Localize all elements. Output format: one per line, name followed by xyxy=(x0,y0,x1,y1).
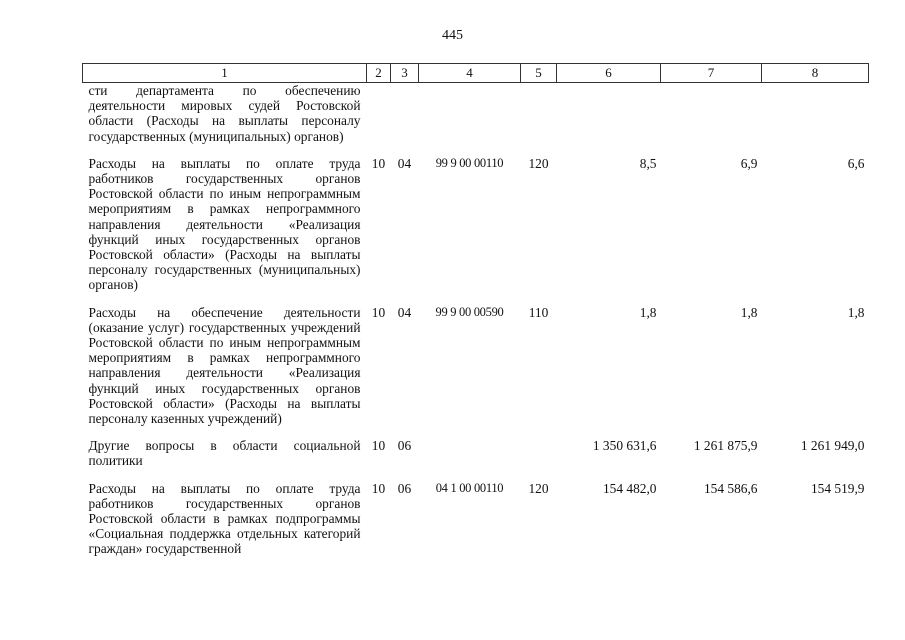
table-row xyxy=(83,293,869,427)
row-value-col6: 154 482,0 xyxy=(602,480,657,496)
table-row xyxy=(83,144,869,293)
row-value-col6: 1 350 631,6 xyxy=(592,438,657,454)
row-value-col8 xyxy=(762,83,869,144)
row-section: 10 xyxy=(371,438,386,454)
budget-table xyxy=(82,63,869,557)
row-value-col7: 1,8 xyxy=(740,304,758,320)
row-target-code: 04 1 00 00110 xyxy=(435,480,504,495)
row-description: Расходы на выплаты по оплате труда работников государственных органов Ростовской области по иным непрограммным мероприятиям в рамках непрограммного направления деятельности «Реализация функций иных государственных органов Ростовской области» (Расходы на выплаты персоналу государственных (муниципальных) органов) xyxy=(88,155,361,293)
row-target-code: 99 9 00 00590 xyxy=(435,304,504,319)
row-target-code: 99 9 00 00110 xyxy=(435,155,504,170)
row-target-code xyxy=(419,426,521,468)
row-description: Расходы на выплаты по оплате труда работников государственных органов Ростовской области в рамках подпрограммы «Социальная поддержка отдельных категорий граждан» государственной xyxy=(88,480,361,557)
table-row xyxy=(83,426,869,468)
row-value-col8: 154 519,9 xyxy=(810,480,865,496)
row-value-col7: 1 261 875,9 xyxy=(693,438,758,454)
row-value-col8: 1,8 xyxy=(847,304,865,320)
row-subsection: 04 xyxy=(397,304,412,320)
row-value-col8: 6,6 xyxy=(847,155,865,171)
row-expense-type: 120 xyxy=(528,480,549,496)
header-col-6: 6 xyxy=(557,64,661,83)
row-value-col8: 1 261 949,0 xyxy=(800,438,865,454)
row-expense-type: 110 xyxy=(528,304,549,320)
row-value-col7: 154 586,6 xyxy=(703,480,758,496)
table-row xyxy=(83,469,869,557)
row-section xyxy=(367,83,391,144)
header-col-7: 7 xyxy=(661,64,762,83)
row-expense-type xyxy=(521,426,557,468)
row-description: Расходы на обеспечение деятельности (оказание услуг) государственных учреждений Ростовской области по иным непрограммным мероприятиям в рамках непрограммного направления деятельности «Реализация функций иных государственных органов Ростовской области» (Расходы на выплаты персоналу казенных учреждений) xyxy=(88,304,361,427)
row-value-col7: 6,9 xyxy=(740,155,758,171)
row-subsection: 04 xyxy=(397,155,412,171)
header-col-1: 1 xyxy=(83,64,367,83)
table-row xyxy=(83,83,869,144)
row-section: 10 xyxy=(371,304,386,320)
row-description: сти департамента по обеспечению деятельности мировых судей Ростовской области (Расходы на выплаты персоналу государственных (муниципальных) органов) xyxy=(88,83,361,144)
table-header xyxy=(83,64,869,83)
row-expense-type: 120 xyxy=(528,155,549,171)
header-col-5: 5 xyxy=(521,64,557,83)
row-subsection xyxy=(391,83,419,144)
row-value-col6 xyxy=(557,83,661,144)
row-value-col6: 8,5 xyxy=(639,155,657,171)
header-row xyxy=(83,64,869,83)
row-description: Другие вопросы в области социальной политики xyxy=(88,438,361,469)
header-col-4: 4 xyxy=(419,64,521,83)
header-col-3: 3 xyxy=(391,64,419,83)
header-col-8: 8 xyxy=(762,64,869,83)
row-value-col6: 1,8 xyxy=(639,304,657,320)
row-value-col7 xyxy=(661,83,762,144)
row-target-code xyxy=(419,83,521,144)
page-number: 445 xyxy=(442,28,463,43)
row-subsection: 06 xyxy=(397,438,412,454)
row-section: 10 xyxy=(371,155,386,171)
row-section: 10 xyxy=(371,480,386,496)
header-col-2: 2 xyxy=(367,64,391,83)
row-subsection: 06 xyxy=(397,480,412,496)
row-expense-type xyxy=(521,83,557,144)
